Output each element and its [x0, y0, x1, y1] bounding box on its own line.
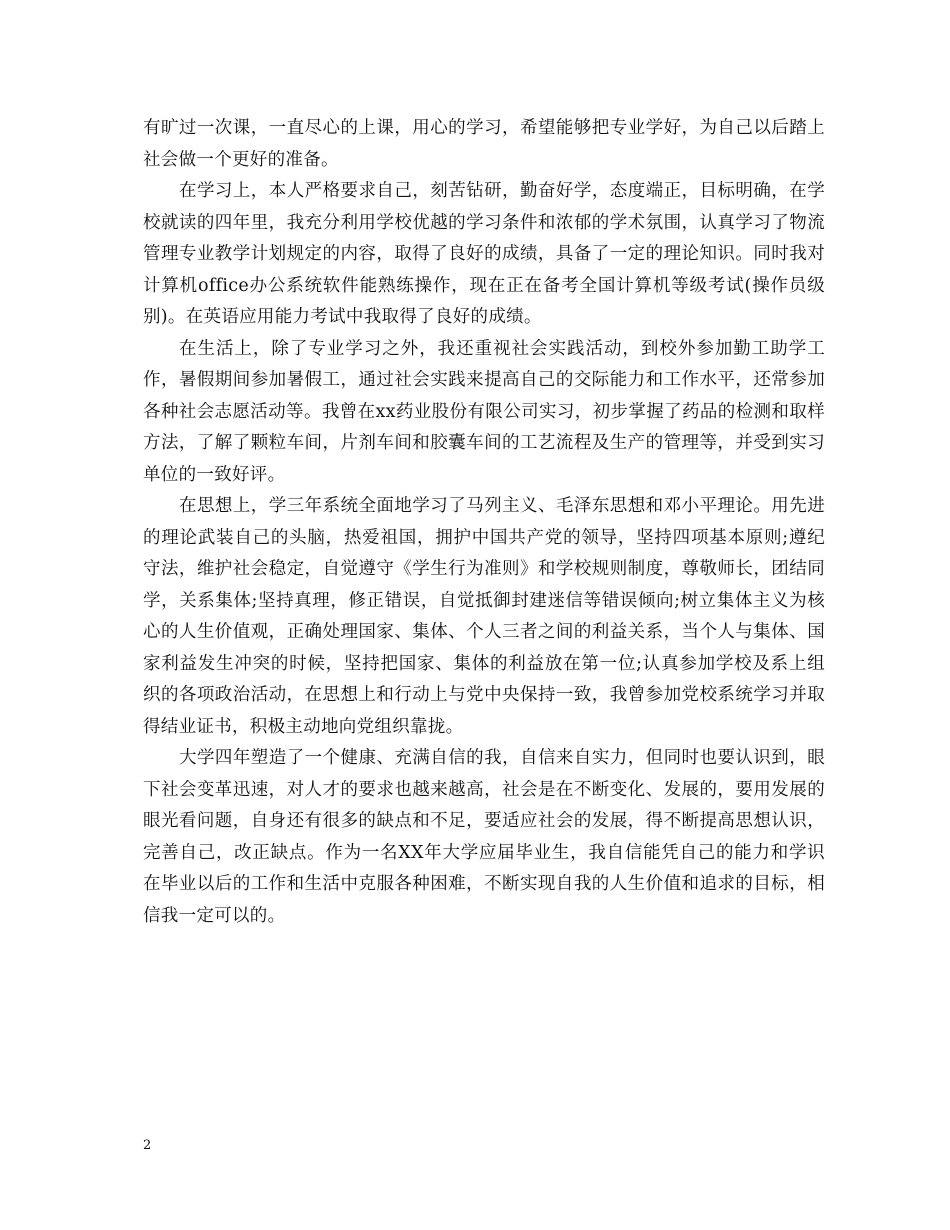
page-number: 2: [143, 1138, 152, 1153]
paragraph-life: 在生活上，除了专业学习之外，我还重视社会实践活动，到校外参加勤工助学工作，暑假期间参加暑假工，通过社会实践来提高自己的交际能力和工作水平，还常参加各种社会志愿活动等。我曾在xx药业股份有限公司实习，初步掌握了药品的检测和取样方法，了解了颗粒车间，片剂车间和胶囊车间的工艺流程及生产的管理等，并受到实习单位的一致好评。: [143, 338, 825, 485]
paragraph-study: 在学习上，本人严格要求自己，刻苦钻研，勤奋好学，态度端正，目标明确，在学校就读的四年里，我充分利用学校优越的学习条件和浓郁的学术氛围，认真学习了物流管理专业教学计划规定的内容，取得了良好的成绩，具备了一定的理论知识。同时我对计算机office办公系统软件能熟练操作，现在正在备考全国计算机等级考试(操作员级别)。在英语应用能力考试中我取得了良好的成绩。: [143, 181, 825, 327]
paragraph-conclusion: 大学四年塑造了一个健康、充满自信的我，自信来自实力，但同时也要认识到，眼下社会变革迅速，对人才的要求也越来越高，社会是在不断变化、发展的，要用发展的眼光看问题，自身还有很多的缺点和不足，要适应社会的发展，得不断提高思想认识，完善自己，改正缺点。作为一名XX年大学应届毕业生，我自信能凭自己的能力和学识在毕业以后的工作和生活中克服各种困难，不断实现自我的人生价值和追求的目标，相信我一定可以的。: [143, 748, 825, 926]
paragraph-ideology: 在思想上，学三年系统全面地学习了马列主义、毛泽东思想和邓小平理论。用先进的理论武装自己的头脑，热爱祖国，拥护中国共产党的领导，坚持四项基本原则;遵纪守法，维护社会稳定，自觉遵守《学生行为准则》和学校规则制度，尊敬师长，团结同学，关系集体;坚持真理，修正错误，自觉抵御封建迷信等错误倾向;树立集体主义为核心的人生价值观，正确处理国家、集体、个人三者之间的利益关系，当个人与集体、国家利益发生冲突的时候，坚持把国家、集体的利益放在第一位;认真参加学校及系上组织的各项政治活动，在思想上和行动上与党中央保持一致，我曾参加党校系统学习并取得结业证书，积极主动地向党组织靠拢。: [143, 496, 825, 737]
document-body: [143, 113, 825, 932]
paragraph-continuation: 有旷过一次课，一直尽心的上课，用心的学习，希望能够把专业学好，为自己以后踏上社会做一个更好的准备。: [143, 118, 825, 170]
